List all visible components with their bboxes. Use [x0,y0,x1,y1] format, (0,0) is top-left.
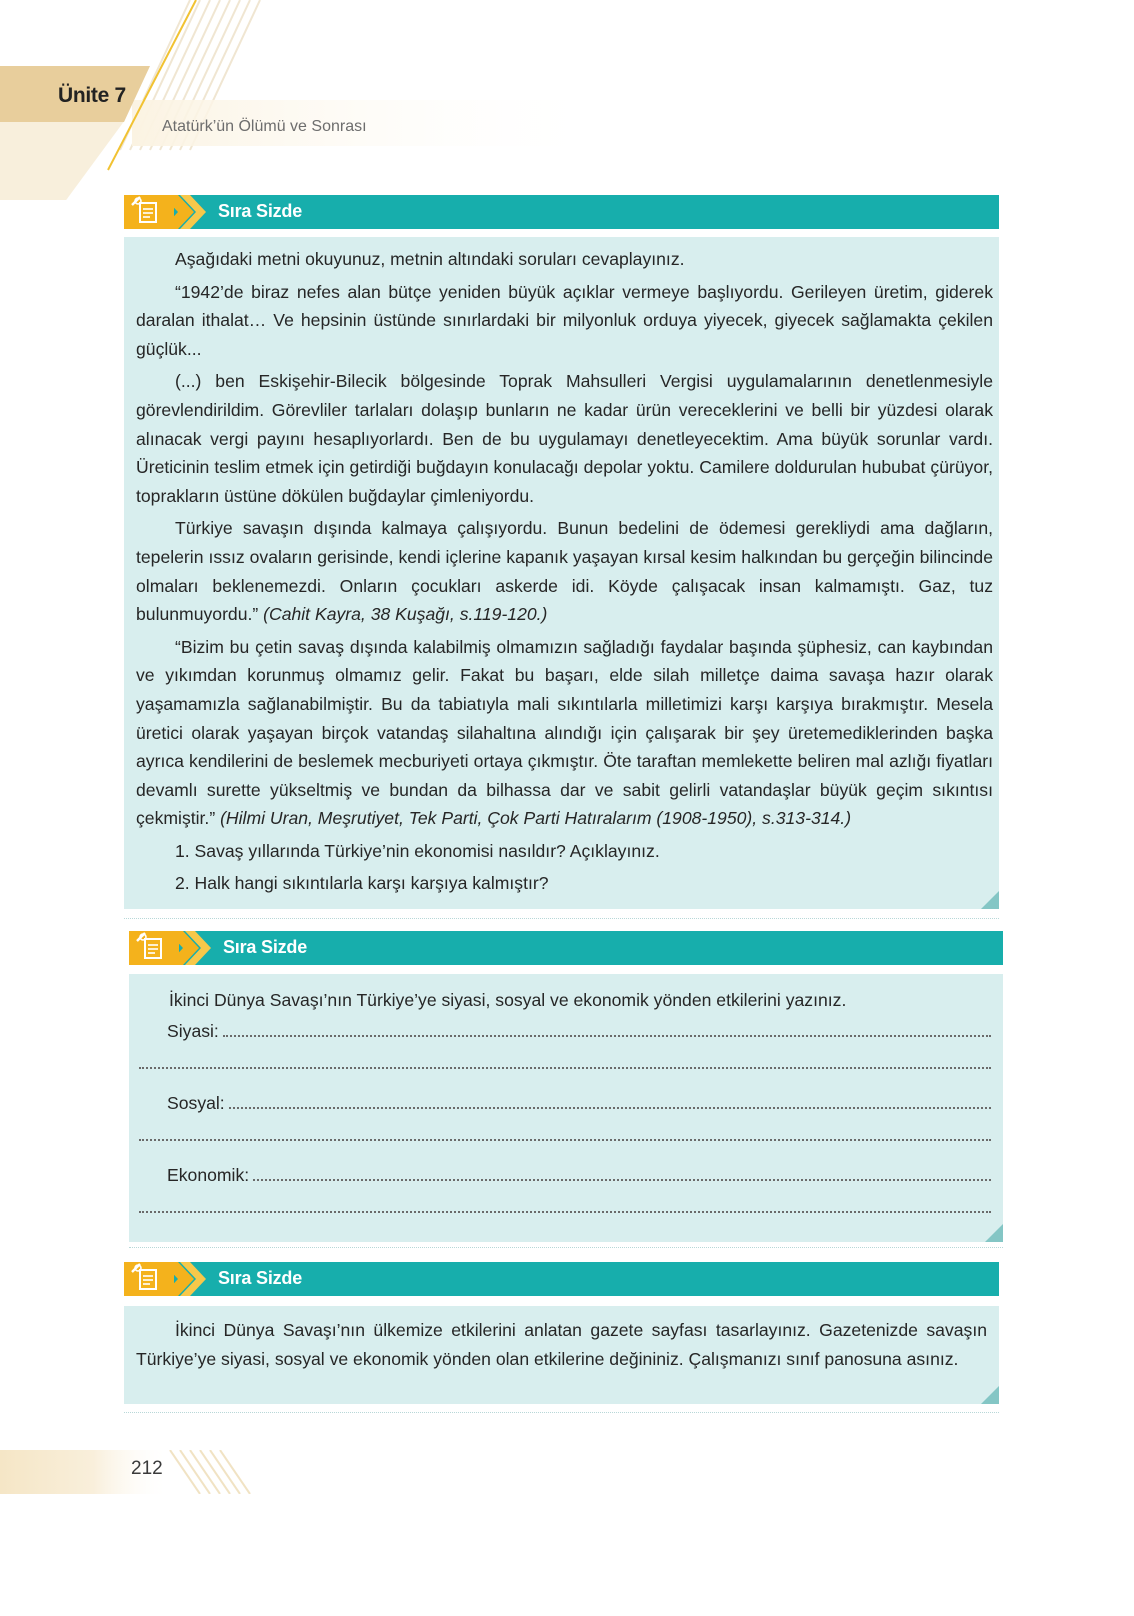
economy-label: Ekonomik: [167,1164,250,1185]
activity-section-2 [129,931,1003,1249]
quote-text: Türkiye savaşın dışında kalmaya çalışıyordu. Bunun bedelini de ödemesi gerekliydi ama dağların, tepelerin ıssız ovaların gerisinde, kendi içlerine kapanık yaşayan kırsal kesim halkından bu gerçeğin bilincinde olmaları beklenemezdi. Onların çocukları askerde idi. Köyde çalışacak insan kalmamıştı. Gaz, tuz bulunmuyordu.” [136,518,993,625]
section-banner [124,1262,999,1296]
politics-answer-line[interactable] [139,1021,991,1057]
activity-pencil-icon [129,931,217,967]
question-2: 2. Halk hangi sıkıntılarla karşı karşıya kalmıştır? [175,873,549,894]
activity-panel [129,974,1003,1242]
section-banner [124,195,999,229]
section-divider [124,918,999,919]
social-label: Sosyal: [167,1092,225,1113]
question-1: 1. Savaş yıllarında Türkiye’nin ekonomisi nasıldır? Açıklayınız. [175,840,660,861]
panel-corner [981,1386,999,1404]
politics-label: Siyasi: [167,1020,219,1041]
citation: (Cahit Kayra, 38 Kuşağı, s.119-120.) [263,604,548,625]
section-title: Sıra Sizde [218,1268,303,1288]
quote-paragraph-3 [136,514,993,628]
economy-answer-line[interactable] [139,1165,991,1201]
answer-dots [223,1025,991,1037]
quote-paragraph-1: “1942’de biraz nefes alan bütçe yeniden büyük açıklar vermeye başlıyordu. Gerileyen üretim, giderek daralan ithalat… Ve hepsinin üstünde sınırlardaki bir milyonluk orduya yiyecek, giyecek sağlamakta çekilen güçlük... [136,281,993,359]
panel-corner [981,891,999,909]
section-divider [129,1247,1003,1248]
answer-dots [139,1129,991,1141]
section-divider [124,1412,999,1413]
section-banner [129,931,1003,965]
activity-panel [124,237,999,909]
social-answer-line[interactable] [139,1093,991,1129]
instruction-text: İkinci Dünya Savaşı’nın Türkiye’ye siyasi, sosyal ve ekonomik yönden etkilerini yazınız. [169,990,847,1010]
economy-answer-line-2[interactable] [139,1201,991,1237]
section-title: Sıra Sizde [223,937,308,957]
answer-dots [253,1169,991,1181]
activity-pencil-icon [124,195,212,231]
panel-corner [985,1224,1003,1242]
politics-answer-line-2[interactable] [139,1057,991,1093]
activity-section-3 [124,1262,999,1414]
social-answer-line-2[interactable] [139,1129,991,1165]
activity-panel [124,1306,999,1404]
answer-dots [229,1097,991,1109]
answer-dots [139,1201,991,1213]
activity-text: İkinci Dünya Savaşı’nın ülkemize etkilerini anlatan gazete sayfası tasarlayınız. Gazetenizde savaşın Türkiye’ye siyasi, sosyal ve ekonomik yönden olan etkilerine değininiz. Çalışmanızı sınıf panosuna asınız. [136,1320,987,1369]
citation: (Hilmi Uran, Meşrutiyet, Tek Parti, Çok Parti Hatıralarım (1908-1950), s.313-314.) [220,808,852,829]
chapter-subtitle: Atatürk’ün Ölümü ve Sonrası [162,118,367,135]
quote-paragraph-2: (...) ben Eskişehir-Bilecik bölgesinde Toprak Mahsulleri Vergisi uygulamalarının denetlenmesiyle görevlendirildim. Görevliler tarlaları dolaşıp bunların ne kadar ürün vereceklerini ve belli bir yüzdesi olarak alınacak vergi payını hesaplıyorlardı. Ben de bu uygulamayı denetleyecektim. Ama büyük sorunlar vardı. Üreticinin teslim etmek için getirdiği buğdayın konulacağı depolar yoktu. Camilere doldurulan hububat çürüyor, toprakların üstüne dökülen buğdaylar çimleniyordu. [136,371,993,506]
unit-label: Ünite 7 [58,84,126,107]
quote-text: “Bizim bu çetin savaş dışında kalabilmiş olmamızın sağladığı faydalar başında şüphesiz, can kaybından ve yıkımdan korunmuş olmamız gelir. Fakat bu başarı, elde silah milletçe daima savaşa hazır olarak yaşamamızla sağlanabilmiştir. Bu da tabiatıyla mali sıkıntılarla milletimizi karşı karşıya bırakmıştır. Mesela üretici olarak yaşayan birçok vatandaş silahaltına alındığı için çalışarak bir şey üretemediklerinden başka ayrıca kendilerini de beslemek mecburiyeti ortaya çıkmıştır. Öte taraftan memlekette beliren mal azlığı fiyatları devamlı surette yükseltmiş ve bundan da bilhassa dar ve sabit gelirli vatandaşlar büyük geçim sıkıntısı çekmiştir.” [136,636,993,829]
answer-dots [139,1057,991,1069]
quote-paragraph-4 [136,633,993,833]
activity-pencil-icon [124,1262,212,1298]
section-title: Sıra Sizde [218,201,303,221]
page-number: 212 [131,1458,163,1479]
instruction-text: Aşağıdaki metni okuyunuz, metnin altındaki soruları cevaplayınız. [175,249,685,269]
activity-section-1 [124,195,999,921]
